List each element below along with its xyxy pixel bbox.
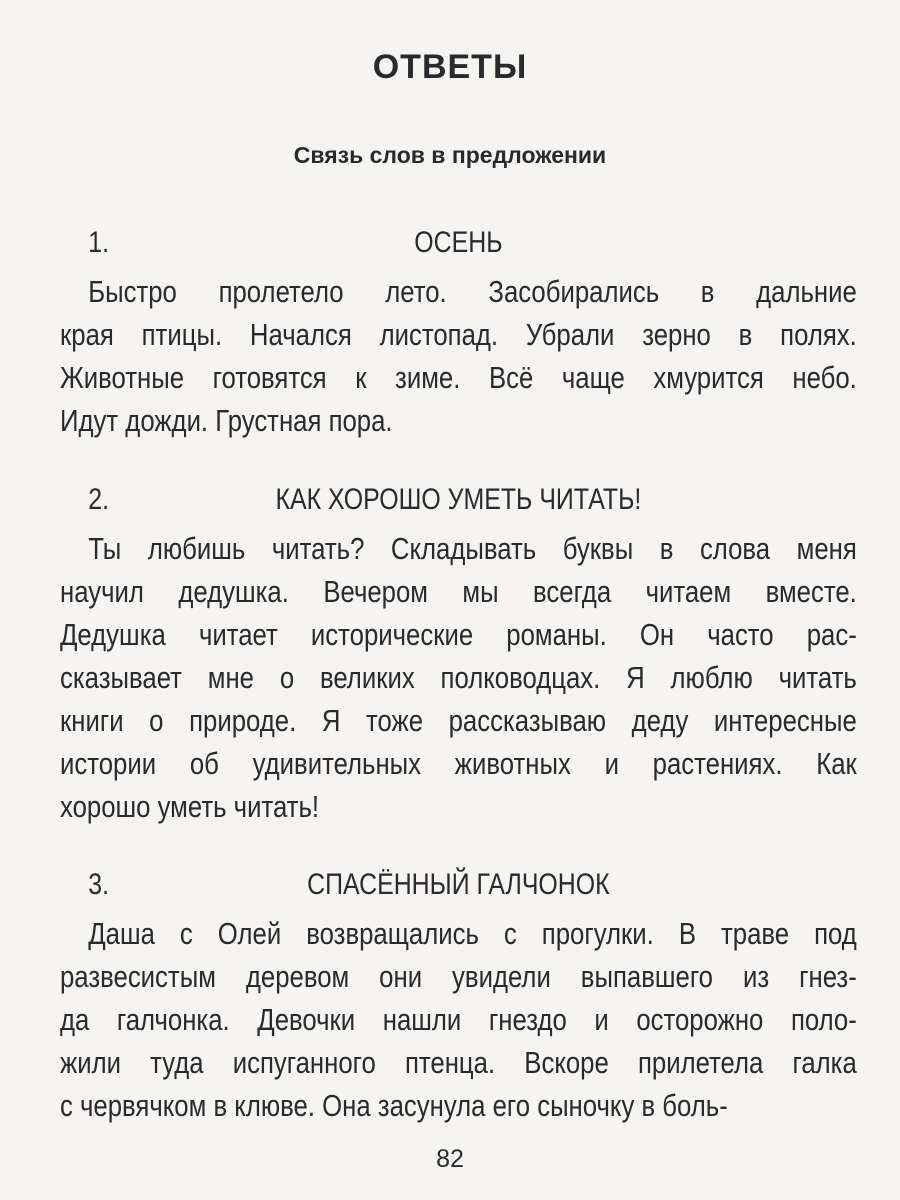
section-number: 3. [88,868,109,901]
text-line: развесистым деревом они увидели выпавшего из гнез- [60,959,857,994]
text-line: да галчонка. Девочки нашли гнездо и осторожно поло- [60,1002,857,1037]
section-title: ОСЕНЬ [414,226,503,259]
answer-section [60,226,857,442]
section-title: СПАСЁННЫЙ ГАЛЧОНОК [307,868,610,901]
text-line: края птицы. Начался листопад. Убрали зерно в полях. [60,317,857,352]
text-line: сказывает мне о великих полководцах. Я люблю читать [60,660,857,695]
page-number: 82 [436,1145,464,1173]
text-line: Идут дожди. Грустная пора. [60,403,393,438]
answer-section [60,483,857,828]
section-number: 2. [88,483,109,516]
text-line: книги о природе. Я тоже рассказываю деду интересные [60,703,857,738]
text-line: с червячком в клюве. Она засунула его сыночку в боль- [60,1088,728,1123]
text-line: истории об удивительных животных и растениях. Как [60,746,857,781]
section-heading [60,868,857,912]
text-line: научил дедушка. Вечером мы всегда читаем вместе. [60,574,857,609]
section-title: КАК ХОРОШО УМЕТЬ ЧИТАТЬ! [275,483,642,516]
text-line: хорошо уметь читать! [60,789,320,824]
text-line: Ты любишь читать? Складывать буквы в слова меня [88,531,857,566]
section-number: 1. [88,226,109,259]
text-line: Дедушка читает исторические романы. Он часто рас- [60,617,857,652]
text-line: Быстро пролетело лето. Засобирались в дальние [88,274,857,309]
section-subtitle: Связь слов в предложении [293,142,607,168]
text-line: жили туда испуганного птенца. Вскоре прилетела галка [60,1045,857,1080]
section-heading [60,483,857,527]
page-title: ОТВЕТЫ [372,48,528,86]
section-heading [60,226,857,270]
text-line: Животные готовятся к зиме. Всё чаще хмурится небо. [60,360,857,395]
text-line: Даша с Олей возвращались с прогулки. В траве под [88,916,857,951]
answer-section [60,868,857,1127]
